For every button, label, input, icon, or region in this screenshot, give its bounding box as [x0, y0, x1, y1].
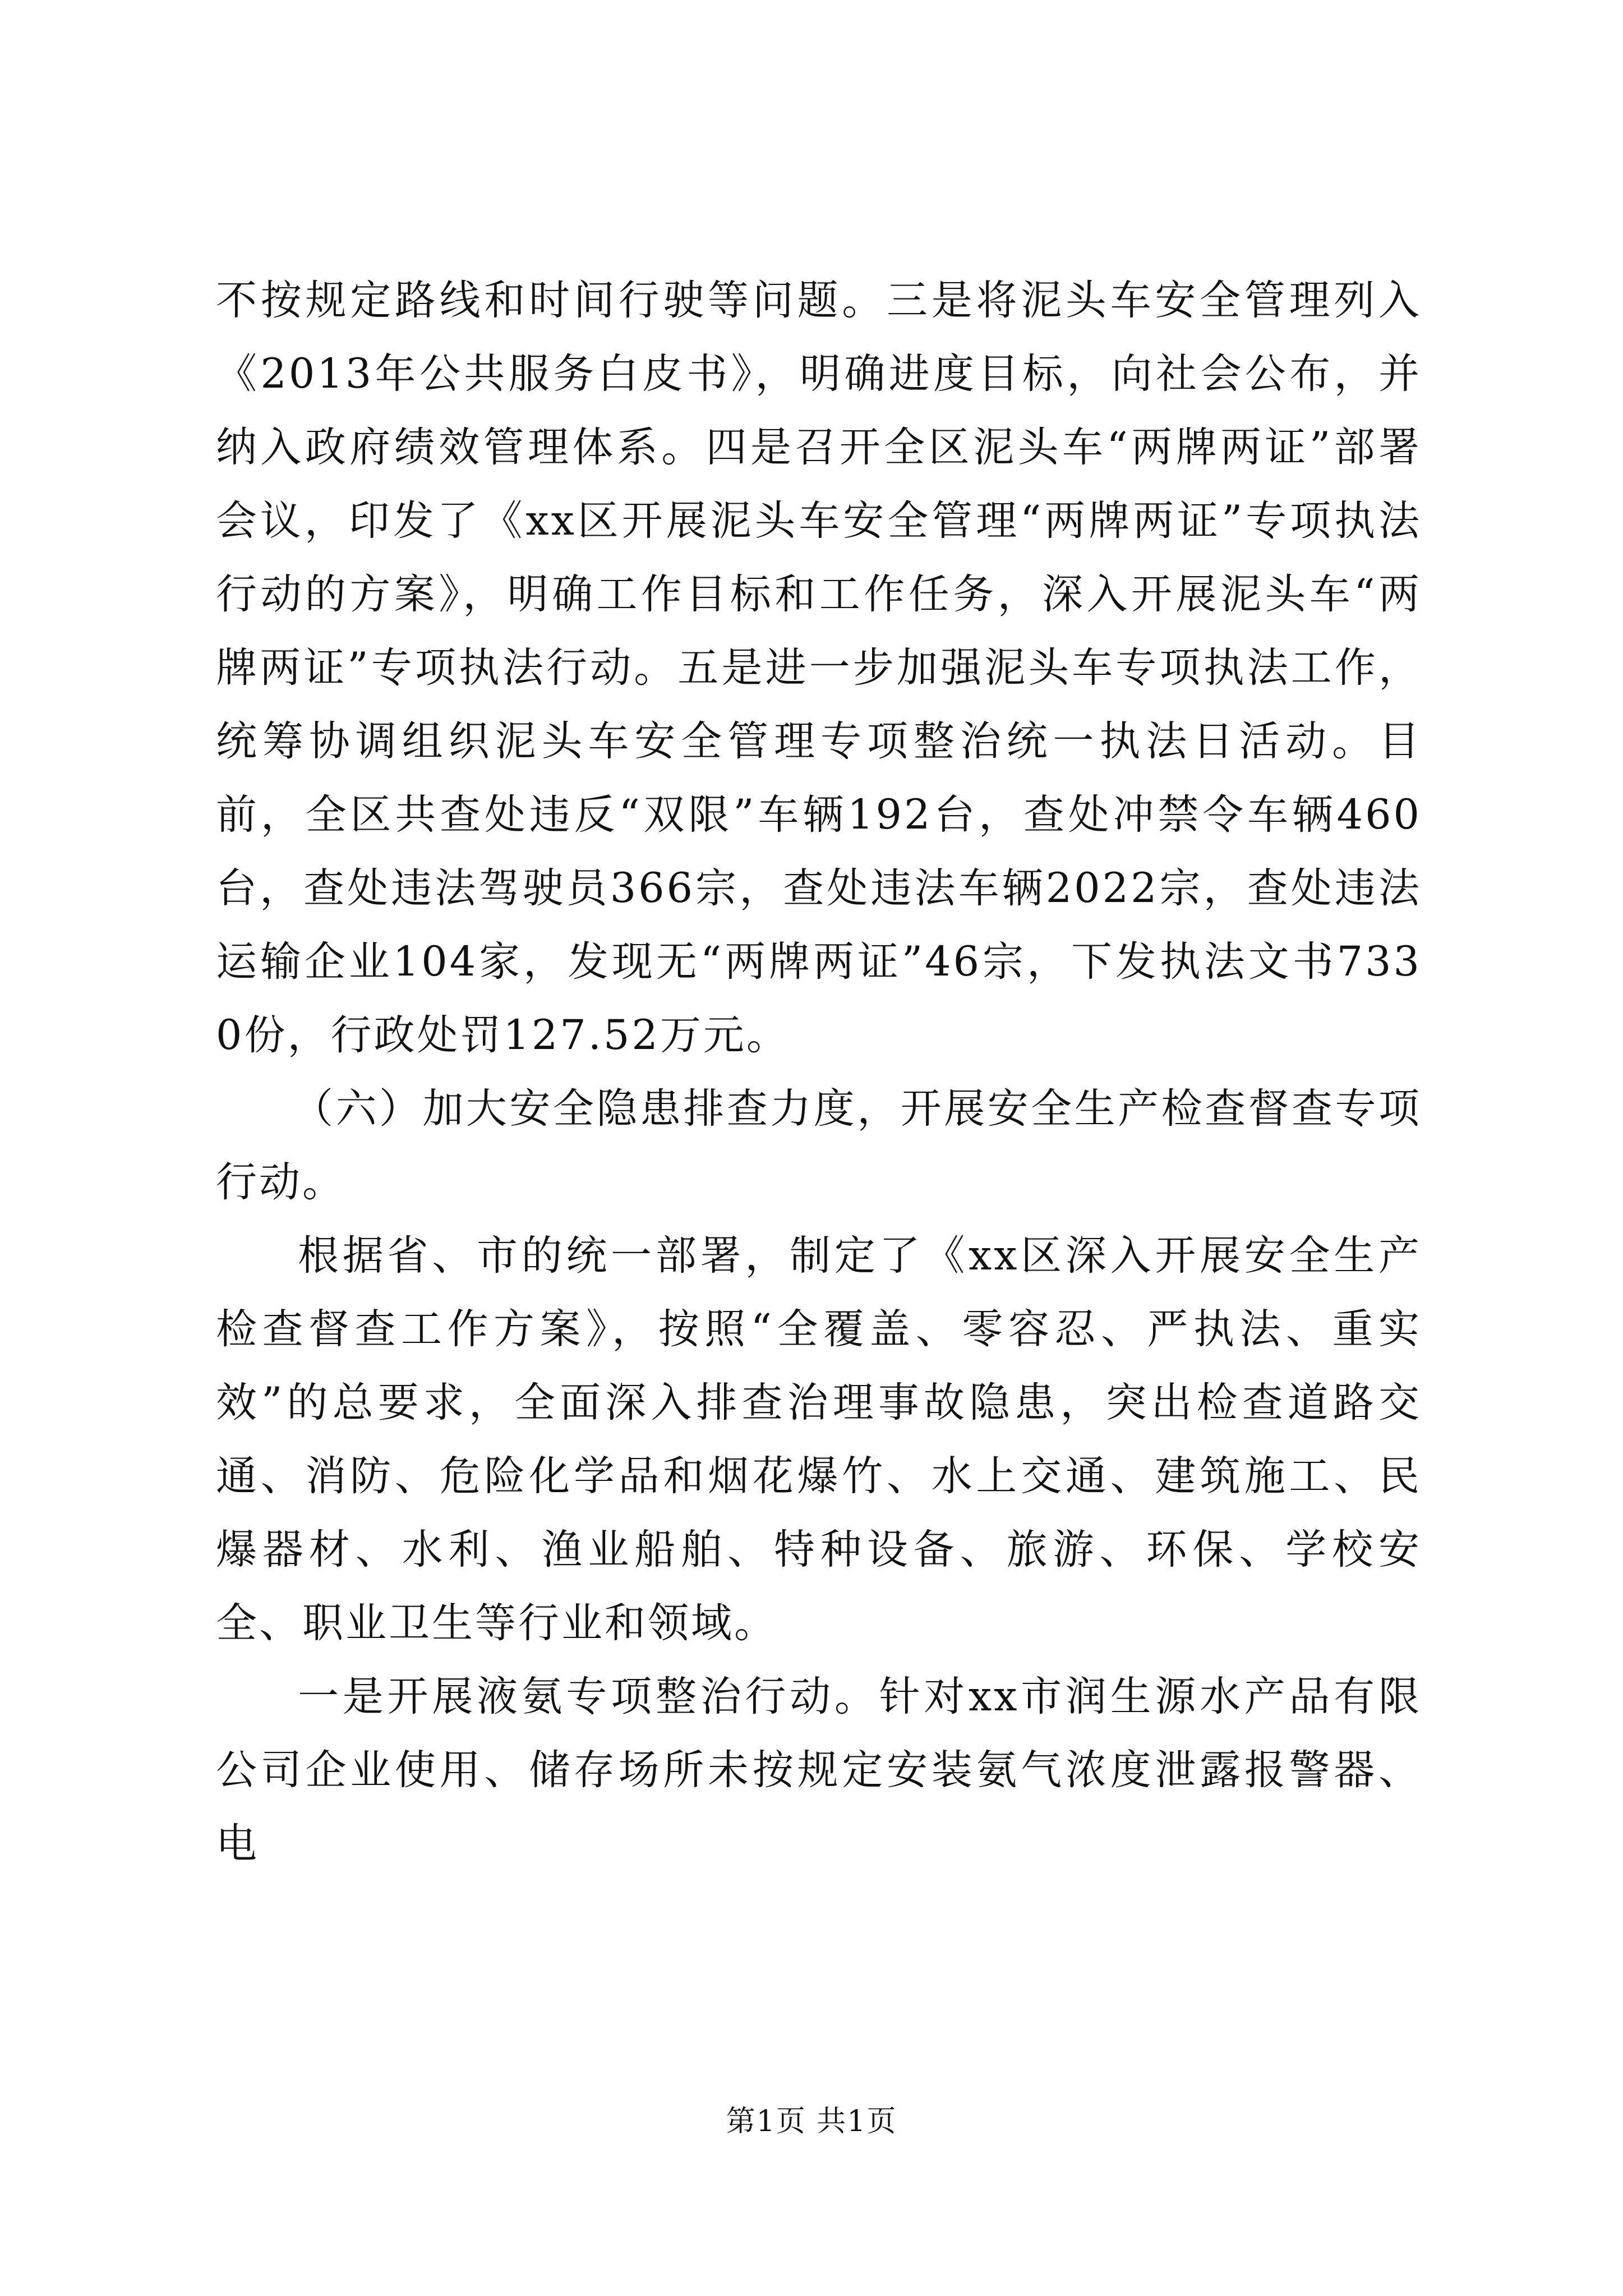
section-heading-six: （六）加大安全隐患排查力度，开展安全生产检查督查专项行动。 [216, 1085, 1422, 1206]
paragraph-continuation: 不按规定路线和时间行驶等问题。三是将泥头车安全管理列入《2013年公共服务白皮书》，明确进度目标，向社会公布，并纳入政府绩效管理体系。四是召开全区泥头车“两牌两证”部署会议，印发了《xx区开展泥头车安全管理“两牌两证”专项执法行动的方案》，明确工作目标和工作任务，深入开展泥头车“两牌两证”专项执法行动。五是进一步加强泥头车专项执法工作，统筹协调组织泥头车安全管理专项整治统一执法日活动。目前，全区共查处违反“双限”车辆192台，查处冲禁令车辆460台，查处违法驾驶员366宗，查处违法车辆2022宗，查处违法运输企业104家，发现无“两牌两证”46宗，下发执法文书7330份，行政处罚127.52万元。 [216, 277, 1422, 1059]
document-body [216, 264, 1422, 1880]
page-footer: 第1页 共1页 [726, 2105, 897, 2138]
paragraph-ammonia: 一是开展液氨专项整治行动。针对xx市润生源水产品有限公司企业使用、储存场所未按规定安装氨气浓度泄露报警器、电 [216, 1673, 1422, 1867]
paragraph-inspection: 根据省、市的统一部署，制定了《xx区深入开展安全生产检查督查工作方案》，按照“全覆盖、零容忍、严执法、重实效”的总要求，全面深入排查治理事故隐患，突出检查道路交通、消防、危险化学品和烟花爆竹、水上交通、建筑施工、民爆器材、水利、渔业船舶、特种设备、旅游、环保、学校安全、职业卫生等行业和领域。 [216, 1232, 1422, 1647]
